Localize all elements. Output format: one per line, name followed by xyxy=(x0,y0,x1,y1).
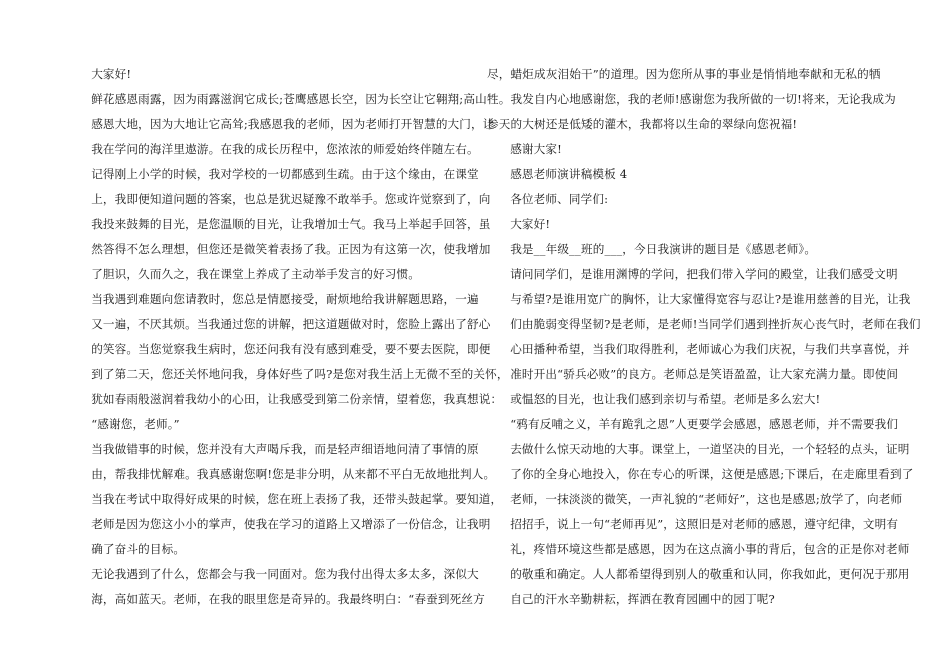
text-line: 的敬重和确定。人人都希望得到别人的敬重和认同，你我如此，更何况于那用 xyxy=(510,567,910,581)
text-line: 又一遍，不厌其烦。当我通过您的讲解，把这道题做对时，您脸上露出了舒心 xyxy=(91,317,491,331)
text-line: “鸦有反哺之义，羊有跪乳之恩”人更要学会感恩，感恩老师，并不需要我们 xyxy=(510,417,899,431)
text-line: 了你的全身心地投入，你在专心的听课，这便是感恩;下课后，在走廊里看到了 xyxy=(510,467,914,481)
text-line: 感恩大地，因为大地让它高耸;我感恩我的老师，因为老师打开智慧的大门，让 xyxy=(91,117,495,131)
text-line: 上，我即便知道问题的答案，也总是犹迟疑豫不敢举手。您或许觉察到了，向 xyxy=(91,192,491,206)
paragraph xyxy=(487,187,885,212)
paragraph xyxy=(68,87,495,162)
text-line: 礼，疼惜环境这些都是感恩，因为在这点滴小事的背后，包含的正是你对老师 xyxy=(510,542,910,556)
text-line: 犹如春雨般滋润着我幼小的心田，让我感受到第二份亲情，望着您，我真想说： xyxy=(91,392,503,406)
text-line: 记得刚上小学的时候，我对学校的一切都感到生疏。由于这个缘由，在课堂 xyxy=(91,167,479,181)
text-line: 招招手，说上一句“老师再见”，这照旧是对老师的感恩，遵守纪律，文明有 xyxy=(510,517,899,531)
paragraph xyxy=(68,62,466,87)
paragraph xyxy=(68,562,485,612)
text-line: 了胆识，久而久之，我在课堂上养成了主动举手发言的好习惯。 xyxy=(91,267,421,281)
paragraph xyxy=(487,212,885,237)
right-text-column xyxy=(487,62,921,612)
text-line: 感恩老师演讲稿模板 4 xyxy=(510,167,628,181)
text-line: 心田播种希望，当我们取得胜利，老师诚心为我们庆祝，与我们共享喜悦，并 xyxy=(510,342,910,356)
text-line: 去做什么惊天动地的大事。课堂上，一道坚决的目光，一个轻轻的点头，证明 xyxy=(510,442,910,456)
text-line: 我在学问的海洋里遨游。在我的成长历程中，您浓浓的师爱始终伴随左右。 xyxy=(91,142,479,156)
text-line: 确了奋斗的目标。 xyxy=(91,542,186,556)
left-text-column xyxy=(68,62,509,612)
paragraph xyxy=(68,287,509,437)
text-line: 的笑容。当您觉察我生病时，您还问我有没有感到难受，要不要去医院，即便 xyxy=(91,342,491,356)
paragraph xyxy=(487,262,921,412)
text-line: “感谢您，老师。” xyxy=(91,417,180,431)
text-line: 准时开出“骄兵必败”的良方。老师总是笑语盈盈，让大家充满力量。即使间 xyxy=(510,367,899,381)
text-line: 与希望?是谁用宽广的胸怀，让大家懂得宽容与忍让?是谁用慈善的目光，让我 xyxy=(510,292,911,306)
text-line: 我投来鼓舞的目光，是您温顺的目光，让我增加士气。我马上举起手回答，虽 xyxy=(91,217,491,231)
text-line: 到了第二天，您还关怀地问我，身体好些了吗?是您对我生活上无微不至的关怀， xyxy=(91,367,509,381)
text-line: 或愠怒的目光，也让我们感到亲切与希望。老师是多么宏大! xyxy=(510,392,821,406)
paragraph xyxy=(487,412,914,612)
text-line: 牲。我发自内心地感谢您，我的老师!感谢您为我所做的一切!将来，无论我成为 xyxy=(487,92,896,106)
text-line: 尽，蜡炬成灰泪始干”的道理。因为您所从事的事业是悄悄地奉献和无私的牺 xyxy=(487,67,881,81)
text-line: 各位老师、同学们: xyxy=(510,192,609,206)
text-line: 鲜花感恩雨露，因为雨露滋润它成长;苍鹰感恩长空，因为长空让它翱翔;高山 xyxy=(91,92,487,106)
paragraph xyxy=(68,437,503,562)
text-line: 参天的大树还是低矮的灌木，我都将以生命的翠绿向您祝福! xyxy=(487,117,798,131)
text-line: 我是__年级__班的___，今日我演讲的题目是《感恩老师》。 xyxy=(510,242,817,256)
text-line: 自己的汗水辛勤耕耘，挥洒在教育园圃中的园丁呢? xyxy=(510,592,775,606)
paragraph xyxy=(487,237,885,262)
text-line: 当我做错事的时候，您并没有大声喝斥我，而是轻声细语地问清了事情的原 xyxy=(91,442,479,456)
text-line: 大家好! xyxy=(510,217,551,231)
paragraph xyxy=(487,137,885,162)
text-line: 大家好! xyxy=(91,67,132,81)
text-line: 然答得不怎么理想，但您还是微笑着表扬了我。正因为有这第一次，使我增加 xyxy=(91,242,491,256)
text-line: 当我遇到难题向您请教时，您总是情愿接受，耐烦地给我讲解题思路，一遍 xyxy=(91,292,479,306)
paragraph xyxy=(487,162,885,187)
text-line: 海，高如蓝天。老师，在我的眼里您是奇异的。我最终明白：“春蚕到死丝方 xyxy=(91,592,485,606)
text-line: 感谢大家! xyxy=(510,142,562,156)
text-line: 由，帮我排忧解难。我真感谢您啊!您是非分明，从来都不平白无故地批判人。 xyxy=(91,467,496,481)
text-line: 老师，一抹淡淡的微笑，一声礼貌的“老师好”，这也是感恩;放学了，向老师 xyxy=(510,492,903,506)
text-line: 请问同学们，是谁用渊博的学问，把我们带入学问的殿堂，让我们感受文明 xyxy=(510,267,898,281)
text-line: 当我在考试中取得好成果的时候，您在班上表扬了我，还带头鼓起掌。要知道， xyxy=(91,492,503,506)
text-line: 无论我遇到了什么，您都会与我一同面对。您为我付出得太多太多，深似大 xyxy=(91,567,479,581)
paragraph xyxy=(68,162,491,287)
paragraph xyxy=(487,62,896,137)
text-line: 们由脆弱变得坚韧?是老师，是老师!当同学们遇到挫折灰心丧气时，老师在我们 xyxy=(510,317,921,331)
text-line: 老师是因为您这小小的掌声，使我在学习的道路上又增添了一份信念，让我明 xyxy=(91,517,491,531)
